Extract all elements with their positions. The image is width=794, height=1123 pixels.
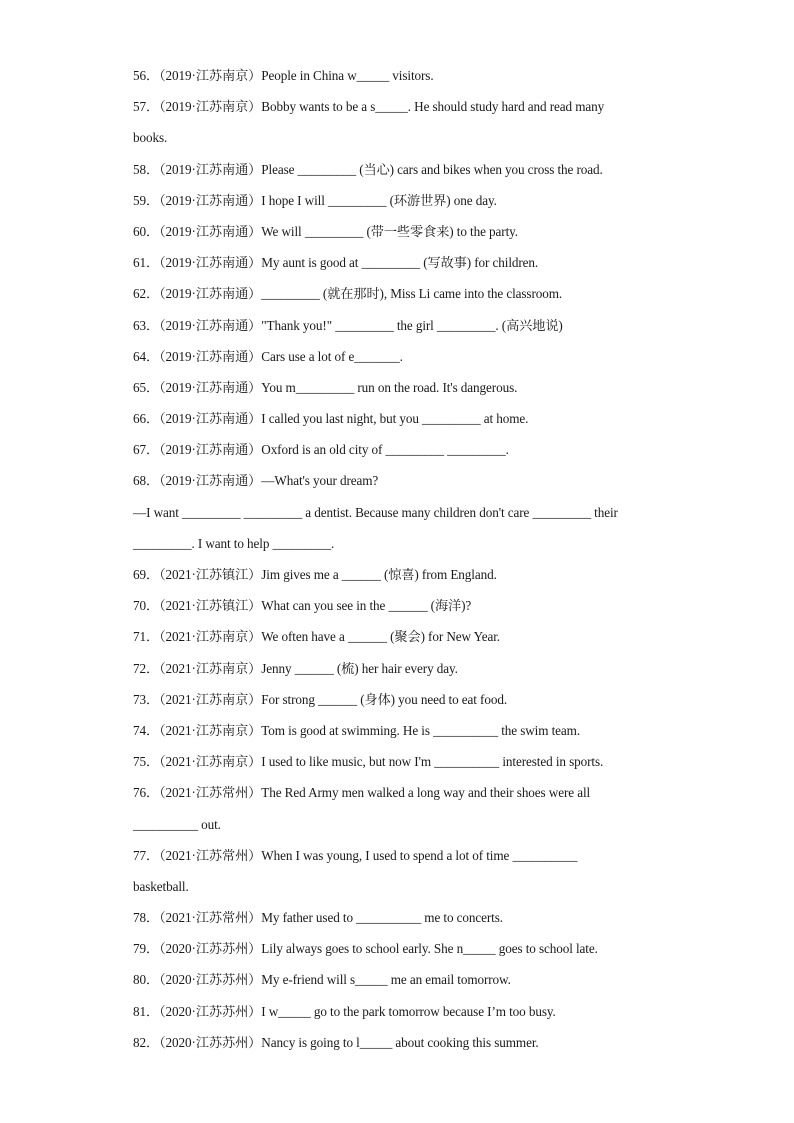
question-text: 71．（2021·江苏南京）We often have a ______ (聚会) for New Year. <box>133 629 501 645</box>
question-text: 77．（2021·江苏常州）When I was young, I used to spend a lot of time __________ <box>133 847 578 863</box>
question-text: 58．（2019·江苏南通）Please _________ (当心) cars and bikes when you cross the road. <box>133 161 603 177</box>
question-list <box>133 60 663 1058</box>
question-text: 57．（2019·江苏南京）Bobby wants to be a s_____. He should study hard and read many <box>133 99 605 115</box>
question-item <box>133 933 663 964</box>
question-text: 79．（2020·江苏苏州）Lily always goes to school early. She n_____ goes to school late. <box>133 941 598 957</box>
question-text-continued: __________ out. <box>133 816 221 832</box>
question-text: 78．（2021·江苏常州）My father used to __________ me to concerts. <box>133 910 503 926</box>
question-text: 82．（2020·江苏苏州）Nancy is going to l_____ about cooking this summer. <box>133 1034 539 1050</box>
question-item <box>133 715 663 746</box>
question-text: 69．（2021·江苏镇江）Jim gives me a ______ (惊喜) from England. <box>133 567 497 582</box>
question-item <box>133 91 663 153</box>
question-item <box>133 310 663 341</box>
question-text: 73．（2021·江苏南京）For strong ______ (身体) you need to eat food. <box>133 691 508 707</box>
question-item <box>133 902 663 933</box>
question-text: 64．（2019·江苏南通）Cars use a lot of e_______. <box>133 348 403 364</box>
question-text: 65．（2019·江苏南通）You m_________ run on the road. It's dangerous. <box>133 379 518 395</box>
question-item <box>133 964 663 995</box>
question-text: 59．（2019·江苏南通）I hope I will _________ (环游世界) one day. <box>133 192 497 208</box>
question-text: 61．（2019·江苏南通）My aunt is good at _________ (写故事) for children. <box>133 255 539 271</box>
question-item <box>133 465 663 559</box>
question-text: 80．（2020·江苏苏州）My e-friend will s_____ me an email tomorrow. <box>133 972 511 988</box>
question-text: 72．（2021·江苏南京）Jenny ______ (梳) her hair every day. <box>133 660 458 676</box>
question-text: 60．（2019·江苏南通）We will _________ (带一些零食来) to the party. <box>133 223 518 239</box>
question-item <box>133 403 663 434</box>
question-item <box>133 434 663 465</box>
question-text: 75．（2021·江苏南京）I used to like music, but now I'm __________ interested in sports. <box>133 754 604 770</box>
question-item <box>133 1027 663 1058</box>
question-text: 56．（2019·江苏南京）People in China w_____ visitors. <box>133 68 434 83</box>
question-item <box>133 372 663 403</box>
question-item <box>133 216 663 247</box>
question-text: 76．（2021·江苏常州）The Red Army men walked a long way and their shoes were all <box>133 785 591 801</box>
question-item <box>133 746 663 777</box>
question-item <box>133 60 663 91</box>
question-text: 74．（2021·江苏南京）Tom is good at swimming. He is __________ the swim team. <box>133 722 581 738</box>
question-item <box>133 777 663 839</box>
question-text-continued: books. <box>133 130 168 146</box>
question-text-continued: _________. I want to help _________. <box>133 535 335 551</box>
question-item <box>133 653 663 684</box>
question-text-continued: basketball. <box>133 878 189 894</box>
question-item <box>133 996 663 1027</box>
question-text: 63．（2019·江苏南通）"Thank you!" _________ the girl _________. (高兴地说) <box>133 317 563 333</box>
question-item <box>133 621 663 652</box>
question-text: 67．（2019·江苏南通）Oxford is an old city of _________ _________. <box>133 442 509 458</box>
question-text: 66．（2019·江苏南通）I called you last night, but you _________ at home. <box>133 411 529 427</box>
question-text: 81．（2020·江苏苏州）I w_____ go to the park tomorrow because I’m too busy. <box>133 1003 556 1019</box>
question-item <box>133 590 663 621</box>
question-item <box>133 154 663 185</box>
question-text: 62．（2019·江苏南通）_________ (就在那时), Miss Li came into the classroom. <box>133 286 563 302</box>
question-text: 68．（2019·江苏南通）—What's your dream? <box>133 473 379 489</box>
question-item <box>133 559 663 590</box>
question-text: 70．（2021·江苏镇江）What can you see in the ______ (海洋)? <box>133 598 472 614</box>
question-item <box>133 247 663 278</box>
question-item <box>133 185 663 216</box>
question-item <box>133 341 663 372</box>
question-item <box>133 684 663 715</box>
question-item <box>133 278 663 309</box>
question-item <box>133 840 663 902</box>
question-text-continued: —I want _________ _________ a dentist. Because many children don't care _________ their <box>133 504 618 520</box>
